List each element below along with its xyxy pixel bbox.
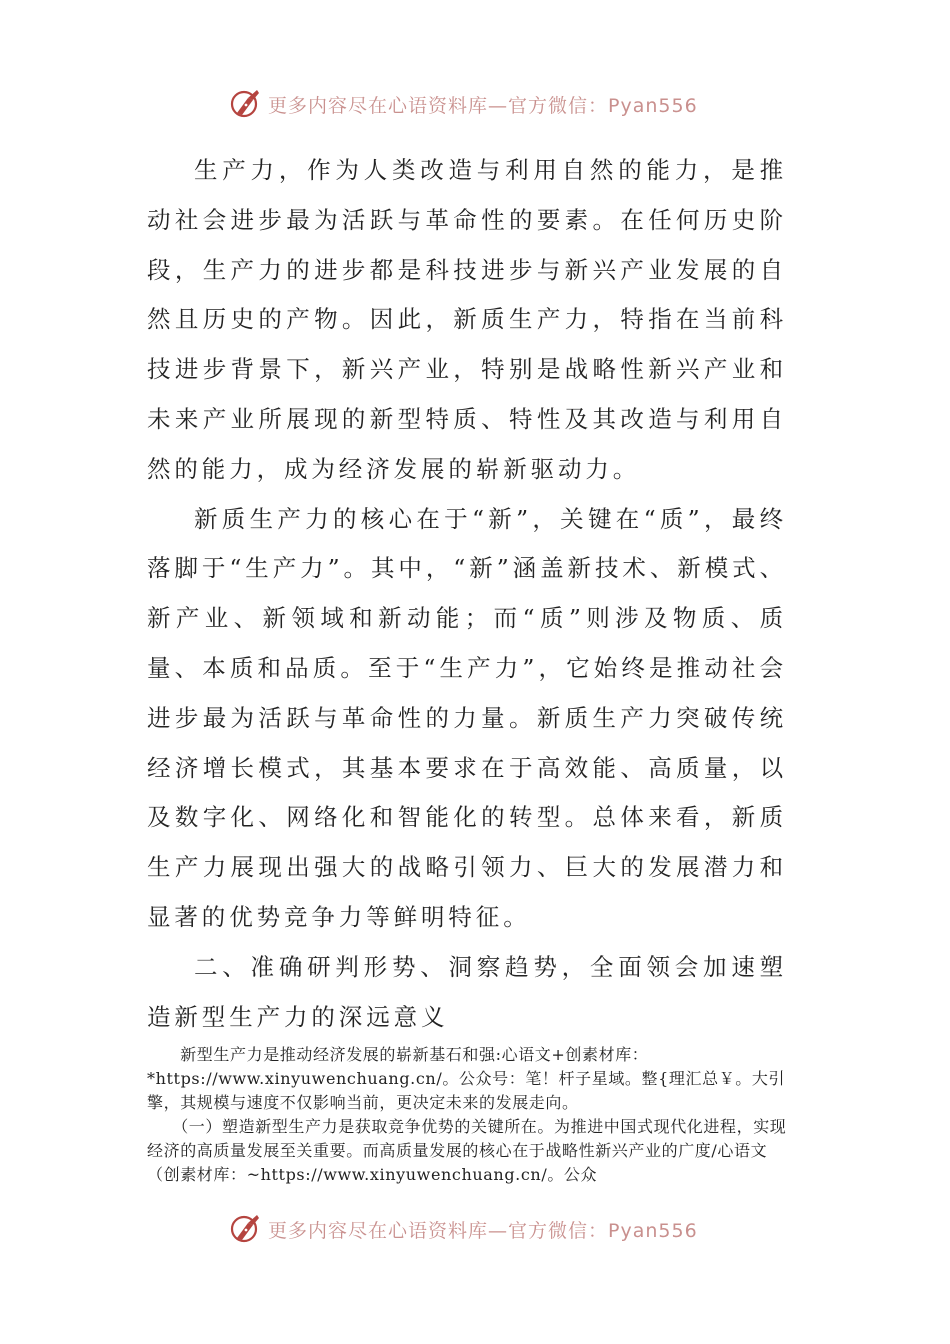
banner-text: 更多内容尽在心语资料库—官方微信：Pyan556 [268, 94, 698, 117]
banner-code: Pyan556 [608, 1219, 698, 1242]
small-body [147, 1043, 797, 1187]
small-paragraph-2: （一）塑造新型生产力是获取竞争优势的关键所在。为推进中国式现代化进程，实现经济的高质量发展至关重要。而高质量发展的核心在于战略性新兴产业的广度/心语文（创素材库：~https://www.xinyuwenchuang.cn/。公众 [147, 1117, 787, 1184]
paragraph-1: 生产力，作为人类改造与利用自然的能力，是推动社会进步最为活跃与革命性的要素。在任何历史阶段，生产力的进步都是科技进步与新兴产业发展的自然且历史的产物。因此，新质生产力，特指在当前科技进步背景下，新兴产业，特别是战略性新兴产业和未来产业所展现的新型特质、特性及其改造与利用自然的能力，成为经济发展的崭新驱动力。 [147, 156, 787, 483]
paragraph-2: 新质生产力的核心在于“新”，关键在“质”，最终落脚于“生产力”。其中，“新”涵盖新技术、新模式、新产业、新领域和新动能；而“质”则涉及物质、质量、本质和品质。至于“生产力”，它始终是推动社会进步最为活跃与革命性的力量。新质生产力突破传统经济增长模式，其基本要求在于高效能、高质量，以及数字化、网络化和智能化的转型。总体来看，新质生产力展现出强大的战略引领力、巨大的发展潜力和显著的优势竞争力等鲜明特征。 [147, 504, 787, 931]
pen-nib-logo-icon [228, 86, 264, 122]
banner-text: 更多内容尽在心语资料库—官方微信：Pyan556 [268, 1219, 698, 1242]
pen-nib-logo-icon [228, 1211, 264, 1247]
small-paragraph-1: 新型生产力是推动经济发展的崭新基石和强:心语文+创素材库：*https://www.xinyuwenchuang.cn/。公众号：笔！杆子星域。整{理汇总￥。大引擎，其规模与速度不仅影响当前，更决定未来的发展走向。 [147, 1045, 786, 1112]
banner-code: Pyan556 [608, 94, 698, 117]
footer-banner [228, 1209, 698, 1249]
header-banner [228, 84, 698, 124]
section-heading: 二、准确研判形势、洞察趋势，全面领会加速塑造新型生产力的深远意义 [147, 952, 787, 1031]
main-body [147, 146, 787, 1042]
